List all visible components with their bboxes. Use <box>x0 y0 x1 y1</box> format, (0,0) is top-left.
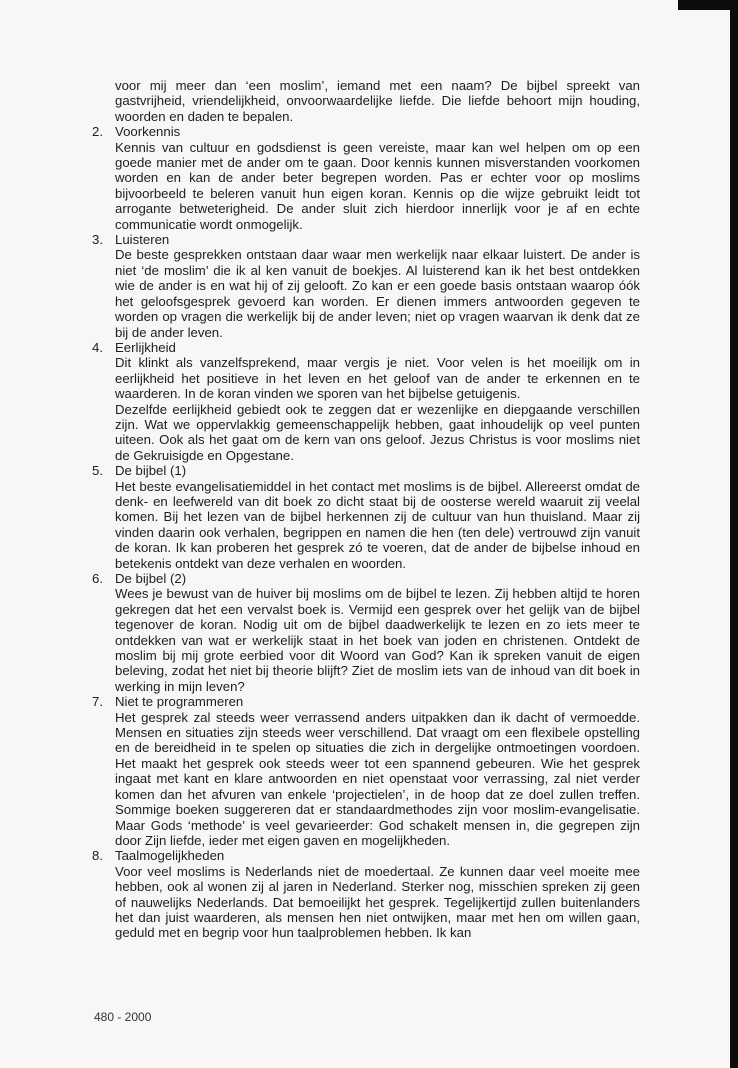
item-number: 6. <box>92 571 103 586</box>
body-text <box>90 78 640 941</box>
item-number: 5. <box>92 463 103 479</box>
item-number: 2. <box>92 124 103 140</box>
item-title: Eerlijkheid <box>115 339 176 355</box>
item-title: Taalmogelijkheden <box>115 848 225 864</box>
item-paragraph: Dezelfde eerlijkheid gebiedt ook te zeggen dat er wezenlijke en diepgaande verschillen zijn. Wat we oppervlakkig gemeenschappelijk hebben, gaat inhoudelijk op veel punten uiteen. Ook als het gaat om de kern van ons geloof. Jezus Christus is voor moslims niet de Gekruisigde en Opgestane. <box>115 401 640 463</box>
item-paragraph: Het beste evangelisatiemiddel in het contact met moslims is de bijbel. Allereerst omdat de denk- en leefwereld van dit boek zo dicht staat bij de oosterse wereld waaruit zij veelal komen. Bij het lezen van de bijbel herkennen zij de cultuur van hun thuisland. Maar zij vinden daarin ook verhalen, begrippen en namen die hen (ten dele) vertrouwd zijn vanuit de koran. Ik kan proberen het gesprek zó te voeren, dat de ander de bijbelse inhoud en betekenis ontdekt van deze verhalen en woorden. <box>115 478 640 571</box>
list-item <box>90 848 640 940</box>
item-title: Luisteren <box>115 232 170 248</box>
item-title: De bijbel (2) <box>115 571 187 586</box>
item-paragraph: Het gesprek zal steeds weer verrassend anders uitpakken dan ik dacht of vermoedde. Mensen en situaties zijn steeds weer verschillend. Dat vraagt om een flexibele opstelling en de bereidheid in te spelen op situaties die zich in dergelijke ontmoetingen voordoen. Het maakt het gesprek ook steeds weer tot een spannend gebeuren. Wie het gesprek ingaat met kant en klare antwoorden en niet openstaat voor verrassing, zal niet verder komen dan het afvuren van enkele ‘projectielen’, in de hoop dat ze doel zullen treffen. Sommige boeken suggereren dat er standaardmethodes zijn voor moslim-evangelisatie. Maar Gods ‘methode’ is veel gevarieerder: God schakelt mensen in, die gegrepen zijn door Zijn liefde, ieder met eigen gaven en mogelijkheden. <box>115 709 640 848</box>
item-title: Voorkennis <box>115 124 181 140</box>
list-item <box>90 232 640 340</box>
item-number: 4. <box>92 339 103 355</box>
scan-edge <box>730 0 738 1068</box>
list-item <box>90 124 640 232</box>
item-paragraph: Wees je bewust van de huiver bij moslims om de bijbel te lezen. Zij hebben altijd te horen gekregen dat het een vervalst boek is. Vermijd een gesprek over het gelijk van de bijbel tegenover de koran. Nodig uit om de bijbel daadwerkelijk te lezen en zo iets meer te ontdekken van wat er werkelijk staat in het boek van joden en christenen. Ontdekt de moslim bij mij grote eerbied voor dit Woord van God? Kan ik spreken vanuit de eigen beleving, zodat het niet bij theorie blijft? Ziet de moslim iets van de inhoud van dit boek in werking in mijn leven? <box>115 586 640 694</box>
scan-edge-top <box>678 0 738 10</box>
item-paragraph: Dit klinkt als vanzelfsprekend, maar vergis je niet. Voor velen is het moeilijk om in eerlijkheid het positieve in het leven en het geloof van de ander te erkennen en te waarderen. In de koran vinden we sporen van het bijbelse getuigenis. <box>115 355 640 402</box>
list-item <box>90 463 640 571</box>
item-number: 8. <box>92 848 103 864</box>
list-item <box>90 340 640 463</box>
item-paragraph: De beste gesprekken ontstaan daar waar men werkelijk naar elkaar luistert. De ander is niet ‘de moslim’ die ik al ken vanuit de boekjes. Al luisterend kan ik het best ontdekken wie de ander is en wat hij of zij gelooft. Zo kan er een goede basis ontstaan waarop óók het geloofsgesprek gevoerd kan worden. Er dienen immers antwoorden gegeven te worden op vragen die werkelijk bij de ander leven; niet op vragen waarvan ik denk dat ze bij de ander leven. <box>115 247 640 340</box>
item-number: 3. <box>92 232 103 248</box>
item-paragraph: Voor veel moslims is Nederlands niet de moedertaal. Ze kunnen daar veel moeite mee hebben, ook al wonen zij al jaren in Nederland. Sterker nog, misschien spreken zij geen of nauwelijks Nederlands. Dat bemoeilijkt het gesprek. Tegelijkertijd zullen buitenlanders het dan juist waarderen, als mensen hen niet ontwijken, maar met hen om willen gaan, geduld met en begrip voor hun taalproblemen hebben. Ik kan <box>115 863 640 941</box>
item-paragraph: Kennis van cultuur en godsdienst is geen vereiste, maar kan wel helpen om op een goede manier met de ander om te gaan. Door kennis kunnen misverstanden voorkomen worden en kan de ander beter begrepen worden. Pas er echter voor op moslims bijvoorbeeld te beleren vanuit hun eigen koran. Kennis op die wijze gebruikt leidt tot arrogante betweterigheid. De ander sluit zich hierdoor innerlijk voor je af en echte communicatie wordt onmogelijk. <box>115 139 640 232</box>
list-item <box>90 571 640 694</box>
item-title: Niet te programmeren <box>115 694 244 710</box>
item-title: De bijbel (1) <box>115 463 187 479</box>
item-number: 7. <box>92 694 103 710</box>
intro-paragraph: voor mij meer dan ‘een moslim’, iemand met een naam? De bijbel spreekt van gastvrijheid, vriendelijkheid, onvoorwaardelijke liefde. Die liefde behoort mijn houding, woorden en daden te bepalen. <box>115 78 640 124</box>
list-item <box>90 694 640 848</box>
page-footer: 480 - 2000 <box>94 1010 152 1024</box>
